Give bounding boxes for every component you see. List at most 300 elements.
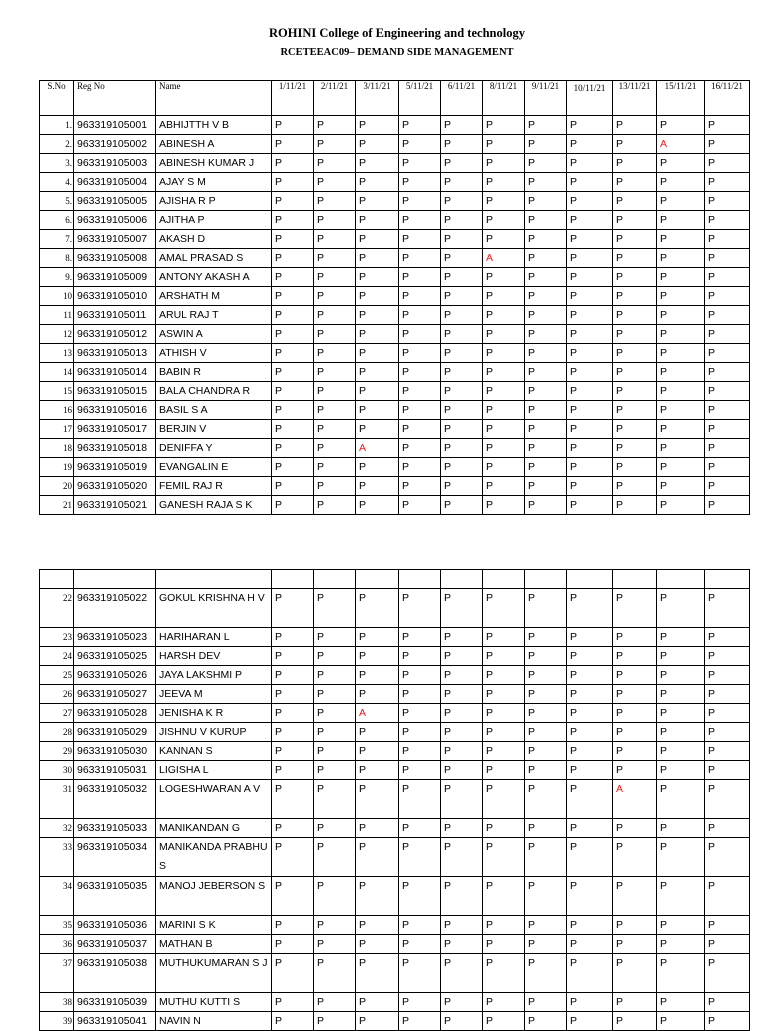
present-mark: P xyxy=(314,723,356,742)
present-mark: P xyxy=(525,935,567,954)
present-mark: P xyxy=(613,647,657,666)
present-mark: P xyxy=(483,993,525,1012)
reg-no-cell: 963319105032 xyxy=(74,780,156,819)
present-mark: P xyxy=(483,154,525,173)
present-mark: P xyxy=(483,666,525,685)
reg-no-cell: 963319105002 xyxy=(74,135,156,154)
present-mark: P xyxy=(314,287,356,306)
reg-no-cell: 963319105034 xyxy=(74,838,156,877)
table-row xyxy=(40,382,750,401)
present-mark: P xyxy=(272,306,314,325)
present-mark: P xyxy=(314,173,356,192)
present-mark: P xyxy=(483,647,525,666)
present-mark: P xyxy=(399,954,441,993)
present-mark: P xyxy=(705,344,750,363)
present-mark: P xyxy=(657,742,705,761)
present-mark: P xyxy=(525,685,567,704)
present-mark: P xyxy=(705,704,750,723)
present-mark: P xyxy=(441,589,483,628)
present-mark: P xyxy=(441,192,483,211)
absent-mark: A xyxy=(356,439,399,458)
present-mark: P xyxy=(272,628,314,647)
name-cell: DENIFFA Y xyxy=(156,439,272,458)
present-mark: P xyxy=(399,704,441,723)
present-mark: P xyxy=(483,230,525,249)
present-mark: P xyxy=(525,780,567,819)
present-mark: P xyxy=(356,211,399,230)
name-cell: JENISHA K R xyxy=(156,704,272,723)
name-cell: AJAY S M xyxy=(156,173,272,192)
present-mark: P xyxy=(399,135,441,154)
present-mark: P xyxy=(272,877,314,916)
present-mark: P xyxy=(705,916,750,935)
present-mark: P xyxy=(657,954,705,993)
present-mark: P xyxy=(705,458,750,477)
present-mark: P xyxy=(314,458,356,477)
present-mark: P xyxy=(314,628,356,647)
present-mark: P xyxy=(483,192,525,211)
table-row xyxy=(40,916,750,935)
present-mark: P xyxy=(441,993,483,1012)
name-cell: EVANGALIN E xyxy=(156,458,272,477)
present-mark: P xyxy=(441,916,483,935)
name-cell: MATHAN B xyxy=(156,935,272,954)
table-row xyxy=(40,819,750,838)
reg-no-cell: 963319105013 xyxy=(74,344,156,363)
present-mark: P xyxy=(657,306,705,325)
serial-number-cell: 39 xyxy=(40,1012,74,1031)
present-mark: P xyxy=(567,401,613,420)
present-mark: P xyxy=(272,154,314,173)
present-mark: P xyxy=(525,439,567,458)
present-mark: P xyxy=(705,877,750,916)
present-mark: P xyxy=(441,838,483,877)
present-mark: P xyxy=(567,838,613,877)
present-mark: P xyxy=(314,916,356,935)
present-mark: P xyxy=(272,761,314,780)
present-mark: P xyxy=(356,877,399,916)
present-mark: P xyxy=(483,819,525,838)
present-mark: P xyxy=(705,154,750,173)
reg-no-cell: 963319105033 xyxy=(74,819,156,838)
present-mark: P xyxy=(657,1012,705,1031)
reg-no-cell: 963319105039 xyxy=(74,993,156,1012)
present-mark: P xyxy=(441,935,483,954)
present-mark: P xyxy=(705,268,750,287)
present-mark: P xyxy=(483,401,525,420)
present-mark: P xyxy=(483,439,525,458)
present-mark: P xyxy=(705,173,750,192)
present-mark: P xyxy=(314,780,356,819)
present-mark: P xyxy=(657,173,705,192)
present-mark: P xyxy=(272,344,314,363)
present-mark: P xyxy=(441,704,483,723)
present-mark: P xyxy=(613,916,657,935)
present-mark: P xyxy=(314,439,356,458)
present-mark: P xyxy=(657,116,705,135)
present-mark: P xyxy=(567,647,613,666)
serial-number-cell: 25 xyxy=(40,666,74,685)
reg-no-cell: 963319105006 xyxy=(74,211,156,230)
column-header: 15/11/21 xyxy=(657,81,705,116)
present-mark: P xyxy=(613,589,657,628)
present-mark: P xyxy=(657,192,705,211)
present-mark: P xyxy=(613,877,657,916)
serial-number-cell: 9. xyxy=(40,268,74,287)
present-mark: P xyxy=(441,420,483,439)
present-mark: P xyxy=(567,344,613,363)
present-mark: P xyxy=(272,685,314,704)
present-mark: P xyxy=(567,877,613,916)
present-mark: P xyxy=(657,420,705,439)
present-mark: P xyxy=(272,954,314,993)
present-mark: P xyxy=(525,382,567,401)
table-row xyxy=(40,628,750,647)
present-mark: P xyxy=(525,249,567,268)
present-mark: P xyxy=(657,647,705,666)
name-cell: FEMIL RAJ R xyxy=(156,477,272,496)
present-mark: P xyxy=(567,496,613,515)
serial-number-cell: 31 xyxy=(40,780,74,819)
present-mark: P xyxy=(399,344,441,363)
serial-number-cell: 11 xyxy=(40,306,74,325)
present-mark: P xyxy=(314,154,356,173)
reg-no-cell: 963319105003 xyxy=(74,154,156,173)
present-mark: P xyxy=(272,935,314,954)
present-mark: P xyxy=(399,1012,441,1031)
present-mark: P xyxy=(525,344,567,363)
serial-number-cell: 18 xyxy=(40,439,74,458)
present-mark: P xyxy=(657,761,705,780)
present-mark: P xyxy=(483,382,525,401)
present-mark: P xyxy=(356,742,399,761)
name-cell: MANIKANDAN G xyxy=(156,819,272,838)
present-mark: P xyxy=(567,1012,613,1031)
present-mark: P xyxy=(525,496,567,515)
present-mark: P xyxy=(567,306,613,325)
present-mark: P xyxy=(483,704,525,723)
table-row xyxy=(40,306,750,325)
name-cell: AJISHA R P xyxy=(156,192,272,211)
present-mark: P xyxy=(399,363,441,382)
serial-number-cell: 22 xyxy=(40,589,74,628)
serial-number-cell: 3. xyxy=(40,154,74,173)
present-mark: P xyxy=(613,819,657,838)
reg-no-cell: 963319105008 xyxy=(74,249,156,268)
present-mark: P xyxy=(441,458,483,477)
table-row xyxy=(40,1012,750,1031)
present-mark: P xyxy=(272,666,314,685)
present-mark: P xyxy=(399,211,441,230)
present-mark: P xyxy=(441,628,483,647)
present-mark: P xyxy=(613,249,657,268)
present-mark: P xyxy=(441,230,483,249)
reg-no-cell: 963319105001 xyxy=(74,116,156,135)
column-header: 16/11/21 xyxy=(705,81,750,116)
present-mark: P xyxy=(441,135,483,154)
present-mark: P xyxy=(441,819,483,838)
present-mark: P xyxy=(705,287,750,306)
table-row xyxy=(40,666,750,685)
serial-number-cell: 7. xyxy=(40,230,74,249)
present-mark: P xyxy=(613,192,657,211)
name-cell: JISHNU V KURUP xyxy=(156,723,272,742)
present-mark: P xyxy=(525,916,567,935)
present-mark: P xyxy=(314,306,356,325)
present-mark: P xyxy=(272,458,314,477)
present-mark: P xyxy=(705,135,750,154)
present-mark: P xyxy=(705,439,750,458)
present-mark: P xyxy=(441,344,483,363)
present-mark: P xyxy=(314,589,356,628)
present-mark: P xyxy=(705,628,750,647)
table-row xyxy=(40,458,750,477)
present-mark: P xyxy=(272,249,314,268)
present-mark: P xyxy=(567,192,613,211)
reg-no-cell: 963319105026 xyxy=(74,666,156,685)
present-mark: P xyxy=(705,496,750,515)
present-mark: P xyxy=(657,628,705,647)
present-mark: P xyxy=(272,704,314,723)
present-mark: P xyxy=(567,780,613,819)
present-mark: P xyxy=(356,325,399,344)
present-mark: P xyxy=(483,325,525,344)
present-mark: P xyxy=(356,761,399,780)
serial-number-cell: 21 xyxy=(40,496,74,515)
present-mark: P xyxy=(705,116,750,135)
present-mark: P xyxy=(705,666,750,685)
present-mark: P xyxy=(657,685,705,704)
reg-no-cell: 963319105021 xyxy=(74,496,156,515)
present-mark: P xyxy=(613,477,657,496)
present-mark: P xyxy=(567,268,613,287)
present-mark: P xyxy=(483,173,525,192)
present-mark: P xyxy=(613,761,657,780)
present-mark: P xyxy=(483,496,525,515)
present-mark: P xyxy=(657,401,705,420)
present-mark: P xyxy=(525,704,567,723)
present-mark: P xyxy=(705,230,750,249)
serial-number-cell: 19 xyxy=(40,458,74,477)
present-mark: P xyxy=(272,647,314,666)
present-mark: P xyxy=(525,211,567,230)
present-mark: P xyxy=(356,344,399,363)
present-mark: P xyxy=(356,382,399,401)
present-mark: P xyxy=(483,344,525,363)
present-mark: P xyxy=(567,249,613,268)
reg-no-cell: 963319105005 xyxy=(74,192,156,211)
present-mark: P xyxy=(567,420,613,439)
present-mark: P xyxy=(314,401,356,420)
present-mark: P xyxy=(483,742,525,761)
present-mark: P xyxy=(525,877,567,916)
present-mark: P xyxy=(441,306,483,325)
attendance-table-1 xyxy=(39,80,750,515)
present-mark: P xyxy=(399,401,441,420)
serial-number-cell: 15 xyxy=(40,382,74,401)
present-mark: P xyxy=(525,325,567,344)
present-mark: P xyxy=(567,589,613,628)
table-row xyxy=(40,954,750,993)
present-mark: P xyxy=(705,993,750,1012)
present-mark: P xyxy=(567,993,613,1012)
name-cell: AKASH D xyxy=(156,230,272,249)
present-mark: P xyxy=(314,954,356,993)
present-mark: P xyxy=(657,268,705,287)
present-mark: P xyxy=(314,344,356,363)
present-mark: P xyxy=(314,116,356,135)
present-mark: P xyxy=(356,192,399,211)
present-mark: P xyxy=(705,742,750,761)
table-row xyxy=(40,496,750,515)
present-mark: P xyxy=(525,363,567,382)
present-mark: P xyxy=(399,666,441,685)
present-mark: P xyxy=(272,742,314,761)
present-mark: P xyxy=(441,742,483,761)
column-header: Reg No xyxy=(74,81,156,116)
present-mark: P xyxy=(567,154,613,173)
present-mark: P xyxy=(525,723,567,742)
present-mark: P xyxy=(399,116,441,135)
present-mark: P xyxy=(314,838,356,877)
present-mark: P xyxy=(705,838,750,877)
serial-number-cell: 26 xyxy=(40,685,74,704)
present-mark: P xyxy=(399,154,441,173)
present-mark: P xyxy=(272,993,314,1012)
present-mark: P xyxy=(567,723,613,742)
present-mark: P xyxy=(441,382,483,401)
present-mark: P xyxy=(567,135,613,154)
present-mark: P xyxy=(399,287,441,306)
present-mark: P xyxy=(314,135,356,154)
name-cell: MARINI S K xyxy=(156,916,272,935)
serial-number-cell: 29 xyxy=(40,742,74,761)
present-mark: P xyxy=(441,685,483,704)
serial-number-cell: 20 xyxy=(40,477,74,496)
serial-number-cell: 24 xyxy=(40,647,74,666)
name-cell: HARIHARAN L xyxy=(156,628,272,647)
present-mark: P xyxy=(613,287,657,306)
present-mark: P xyxy=(705,211,750,230)
present-mark: P xyxy=(613,211,657,230)
present-mark: P xyxy=(483,363,525,382)
serial-number-cell: 32 xyxy=(40,819,74,838)
present-mark: P xyxy=(399,325,441,344)
present-mark: P xyxy=(356,954,399,993)
reg-no-cell: 963319105030 xyxy=(74,742,156,761)
present-mark: P xyxy=(356,154,399,173)
reg-no-cell: 963319105028 xyxy=(74,704,156,723)
present-mark: P xyxy=(356,1012,399,1031)
present-mark: P xyxy=(399,877,441,916)
reg-no-cell: 963319105031 xyxy=(74,761,156,780)
present-mark: P xyxy=(613,439,657,458)
present-mark: P xyxy=(705,325,750,344)
present-mark: P xyxy=(567,685,613,704)
serial-number-cell: 34 xyxy=(40,877,74,916)
present-mark: P xyxy=(399,589,441,628)
present-mark: P xyxy=(399,268,441,287)
present-mark: P xyxy=(272,1012,314,1031)
present-mark: P xyxy=(399,780,441,819)
present-mark: P xyxy=(705,401,750,420)
reg-no-cell: 963319105018 xyxy=(74,439,156,458)
present-mark: P xyxy=(399,761,441,780)
present-mark: P xyxy=(441,761,483,780)
present-mark: P xyxy=(567,666,613,685)
present-mark: P xyxy=(314,742,356,761)
present-mark: P xyxy=(399,192,441,211)
reg-no-cell: 963319105007 xyxy=(74,230,156,249)
present-mark: P xyxy=(567,230,613,249)
column-header: Name xyxy=(156,81,272,116)
present-mark: P xyxy=(441,877,483,916)
table-row xyxy=(40,685,750,704)
reg-no-cell: 963319105017 xyxy=(74,420,156,439)
serial-number-cell: 8. xyxy=(40,249,74,268)
present-mark: P xyxy=(314,993,356,1012)
present-mark: P xyxy=(613,173,657,192)
blank-header-row xyxy=(40,570,750,589)
present-mark: P xyxy=(525,761,567,780)
table-row xyxy=(40,344,750,363)
reg-no-cell: 963319105029 xyxy=(74,723,156,742)
present-mark: P xyxy=(272,723,314,742)
present-mark: P xyxy=(567,439,613,458)
present-mark: P xyxy=(314,1012,356,1031)
present-mark: P xyxy=(483,877,525,916)
present-mark: P xyxy=(567,761,613,780)
present-mark: P xyxy=(441,363,483,382)
column-header: 2/11/21 xyxy=(314,81,356,116)
present-mark: P xyxy=(483,211,525,230)
present-mark: P xyxy=(657,723,705,742)
table-row xyxy=(40,154,750,173)
present-mark: P xyxy=(272,819,314,838)
present-mark: P xyxy=(613,954,657,993)
present-mark: P xyxy=(356,685,399,704)
name-cell: MUTHU KUTTI S xyxy=(156,993,272,1012)
present-mark: P xyxy=(613,363,657,382)
name-cell: LOGESHWARAN A V xyxy=(156,780,272,819)
present-mark: P xyxy=(705,192,750,211)
present-mark: P xyxy=(441,723,483,742)
present-mark: P xyxy=(705,249,750,268)
present-mark: P xyxy=(356,666,399,685)
present-mark: P xyxy=(399,838,441,877)
course-title: RCETEEAC09– DEMAND SIDE MANAGEMENT xyxy=(280,47,514,58)
present-mark: P xyxy=(567,628,613,647)
present-mark: P xyxy=(399,420,441,439)
present-mark: P xyxy=(525,135,567,154)
present-mark: P xyxy=(272,420,314,439)
present-mark: P xyxy=(314,420,356,439)
present-mark: P xyxy=(525,173,567,192)
present-mark: P xyxy=(272,173,314,192)
present-mark: P xyxy=(657,666,705,685)
present-mark: P xyxy=(657,819,705,838)
present-mark: P xyxy=(657,477,705,496)
present-mark: P xyxy=(657,344,705,363)
present-mark: P xyxy=(483,628,525,647)
present-mark: P xyxy=(613,628,657,647)
table-row xyxy=(40,268,750,287)
present-mark: P xyxy=(705,723,750,742)
present-mark: P xyxy=(356,363,399,382)
present-mark: P xyxy=(356,780,399,819)
present-mark: P xyxy=(356,249,399,268)
present-mark: P xyxy=(483,420,525,439)
